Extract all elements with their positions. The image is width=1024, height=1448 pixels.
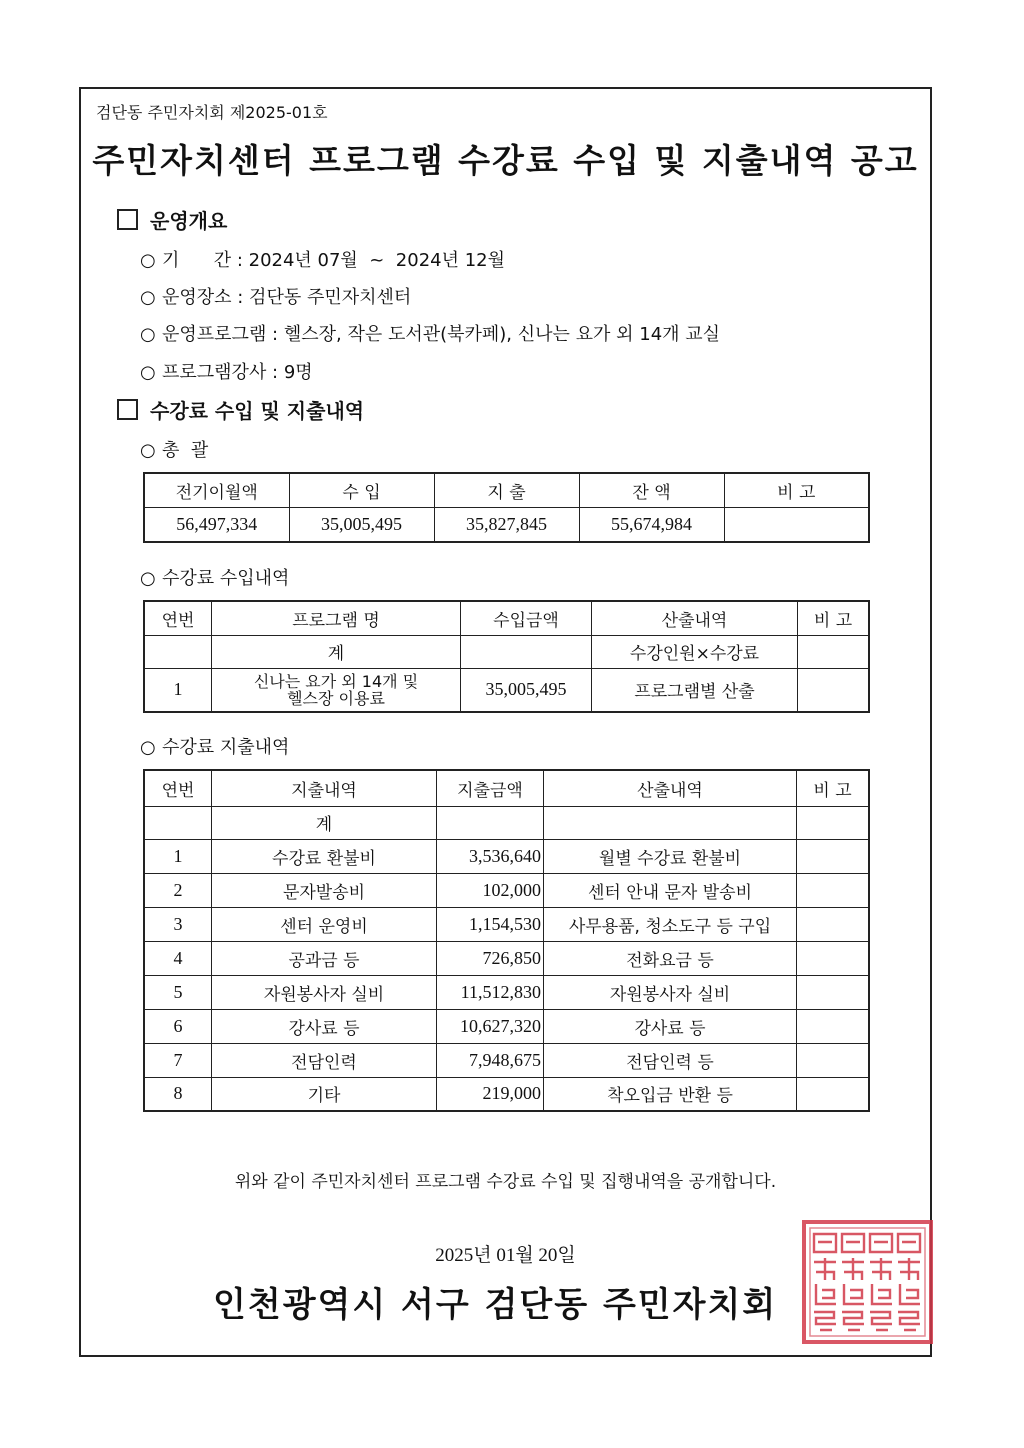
circle-bullet-icon: ○ xyxy=(140,362,156,383)
circle-bullet-icon: ○ xyxy=(140,324,156,345)
calc-method: 전화요금 등 xyxy=(544,941,797,975)
overview-item-programs: ○ 운영프로그램 : 헬스장, 작은 도서관(북카페), 신나는 요가 외 14개 교실 xyxy=(140,324,721,345)
seal-glyph xyxy=(898,1258,920,1280)
overview-item-instructors: ○ 프로그램강사 : 9명 xyxy=(140,362,313,383)
seal-glyph xyxy=(844,1284,864,1304)
note-value xyxy=(724,507,869,542)
expense-amount: 219,000 xyxy=(437,1077,544,1111)
seal-glyph xyxy=(898,1234,920,1252)
seal-glyph xyxy=(814,1312,836,1330)
column-header: 프로그램 명 xyxy=(212,601,461,635)
section-overview-heading: 운영개요 xyxy=(117,205,227,234)
income-value: 35,005,495 xyxy=(289,507,434,542)
seal-glyph xyxy=(870,1234,892,1252)
program-name: 신나는 요가 외 14개 및 헬스장 이용료 xyxy=(212,668,461,712)
calc-method: 강사료 등 xyxy=(544,1009,797,1043)
column-header: 산출내역 xyxy=(544,770,797,806)
column-header: 비 고 xyxy=(797,770,870,806)
expense-amount: 726,850 xyxy=(437,941,544,975)
expense-item: 문자발송비 xyxy=(212,873,437,907)
calc-method: 자원봉사자 실비 xyxy=(544,975,797,1009)
seal-glyph xyxy=(870,1258,892,1280)
balance-value: 55,674,984 xyxy=(579,507,724,542)
column-header: 연번 xyxy=(144,601,212,635)
table-row: 4 공과금 등 726,850 전화요금 등 xyxy=(144,941,869,975)
column-header: 연번 xyxy=(144,770,212,806)
expense-item: 강사료 등 xyxy=(212,1009,437,1043)
circle-bullet-icon: ○ xyxy=(140,568,156,589)
expense-table xyxy=(143,769,870,1112)
expense-amount: 10,627,320 xyxy=(437,1009,544,1043)
seal-glyph xyxy=(870,1312,892,1330)
expense-item: 센터 운영비 xyxy=(212,907,437,941)
column-header: 전기이월액 xyxy=(144,473,289,507)
table-header-row xyxy=(144,770,869,806)
expense-item: 수강료 환불비 xyxy=(212,839,437,873)
expense-item: 자원봉사자 실비 xyxy=(212,975,437,1009)
circle-bullet-icon: ○ xyxy=(140,737,156,758)
calc-method: 프로그램별 산출 xyxy=(592,668,798,712)
calc-method: 사무용품, 청소도구 등 구입 xyxy=(544,907,797,941)
section-finance-heading: 수강료 수입 및 지출내역 xyxy=(117,395,364,424)
expense-amount: 3,536,640 xyxy=(437,839,544,873)
seal-glyph xyxy=(842,1234,864,1252)
table-row: 3 센터 운영비 1,154,530 사무용품, 청소도구 등 구입 xyxy=(144,907,869,941)
seal-glyph xyxy=(900,1284,920,1304)
checkbox-square-icon xyxy=(117,209,138,230)
seal-glyph xyxy=(842,1312,864,1330)
column-header: 산출내역 xyxy=(592,601,798,635)
table-header-row xyxy=(144,601,869,635)
calc-method: 착오입금 반환 등 xyxy=(544,1077,797,1111)
seal-glyph xyxy=(814,1258,836,1280)
calc-method: 센터 안내 문자 발송비 xyxy=(544,873,797,907)
expense-label: ○ 수강료 지출내역 xyxy=(140,737,290,758)
carryover-value: 56,497,334 xyxy=(144,507,289,542)
expense-amount: 1,154,530 xyxy=(437,907,544,941)
table-row-total xyxy=(144,635,869,668)
table-row-total xyxy=(144,806,869,839)
expense-amount: 7,948,675 xyxy=(437,1043,544,1077)
overview-item-location: ○ 운영장소 : 검단동 주민자치센터 xyxy=(140,287,412,308)
table-row: 6 강사료 등 10,627,320 강사료 등 xyxy=(144,1009,869,1043)
issue-date: 2025년 01월 20일 xyxy=(435,1245,576,1266)
summary-label: ○ 총 괄 xyxy=(140,440,209,461)
table-header-row xyxy=(144,473,869,507)
income-label: ○ 수강료 수입내역 xyxy=(140,568,290,589)
closing-statement: 위와 같이 주민자치센터 프로그램 수강료 수입 및 집행내역을 공개합니다. xyxy=(234,1172,777,1192)
table-row: 8 기타 219,000 착오입금 반환 등 xyxy=(144,1077,869,1111)
seal-glyph xyxy=(842,1258,864,1280)
table-row xyxy=(144,507,869,542)
expense-item: 전담인력 xyxy=(212,1043,437,1077)
table-row: 2 문자발송비 102,000 센터 안내 문자 발송비 xyxy=(144,873,869,907)
column-header: 수입금액 xyxy=(461,601,592,635)
column-header: 수 입 xyxy=(289,473,434,507)
expense-value: 35,827,845 xyxy=(434,507,579,542)
calc-method: 월별 수강료 환불비 xyxy=(544,839,797,873)
checkbox-square-icon xyxy=(117,399,138,420)
total-label: 계 xyxy=(212,806,437,839)
official-seal-icon xyxy=(800,1218,935,1346)
summary-table xyxy=(143,472,870,543)
expense-item: 공과금 등 xyxy=(212,941,437,975)
expense-amount: 102,000 xyxy=(437,873,544,907)
column-header: 지출금액 xyxy=(437,770,544,806)
expense-amount: 11,512,830 xyxy=(437,975,544,1009)
circle-bullet-icon: ○ xyxy=(140,287,156,308)
total-label: 계 xyxy=(212,635,461,668)
income-table xyxy=(143,600,870,713)
table-row: 1 신나는 요가 외 14개 및 헬스장 이용료 35,005,495 프로그램별 산출 xyxy=(144,668,869,712)
seal-glyph xyxy=(816,1284,836,1304)
column-header: 비 고 xyxy=(724,473,869,507)
calc-method: 수강인원×수강료 xyxy=(592,635,798,668)
income-amount: 35,005,495 xyxy=(461,668,592,712)
page-title: 주민자치센터 프로그램 수강료 수입 및 지출내역 공고 xyxy=(92,141,919,180)
circle-bullet-icon: ○ xyxy=(140,440,156,461)
seal-glyph xyxy=(872,1284,892,1304)
document-number: 검단동 주민자치회 제2025-01호 xyxy=(96,103,328,122)
expense-item: 기타 xyxy=(212,1077,437,1111)
column-header: 지 출 xyxy=(434,473,579,507)
calc-method: 전담인력 등 xyxy=(544,1043,797,1077)
column-header: 지출내역 xyxy=(212,770,437,806)
circle-bullet-icon: ○ xyxy=(140,250,156,271)
table-row: 1 수강료 환불비 3,536,640 월별 수강료 환불비 xyxy=(144,839,869,873)
seal-glyph xyxy=(814,1234,836,1252)
column-header: 비 고 xyxy=(798,601,870,635)
table-row: 7 전담인력 7,948,675 전담인력 등 xyxy=(144,1043,869,1077)
column-header: 잔 액 xyxy=(579,473,724,507)
seal-glyph xyxy=(898,1312,920,1330)
organization-name: 인천광역시 서구 검단동 주민자치회 xyxy=(213,1285,778,1325)
overview-item-period: ○ 기 간 : 2024년 07월 ~ 2024년 12월 xyxy=(140,250,506,271)
table-row: 5 자원봉사자 실비 11,512,830 자원봉사자 실비 xyxy=(144,975,869,1009)
